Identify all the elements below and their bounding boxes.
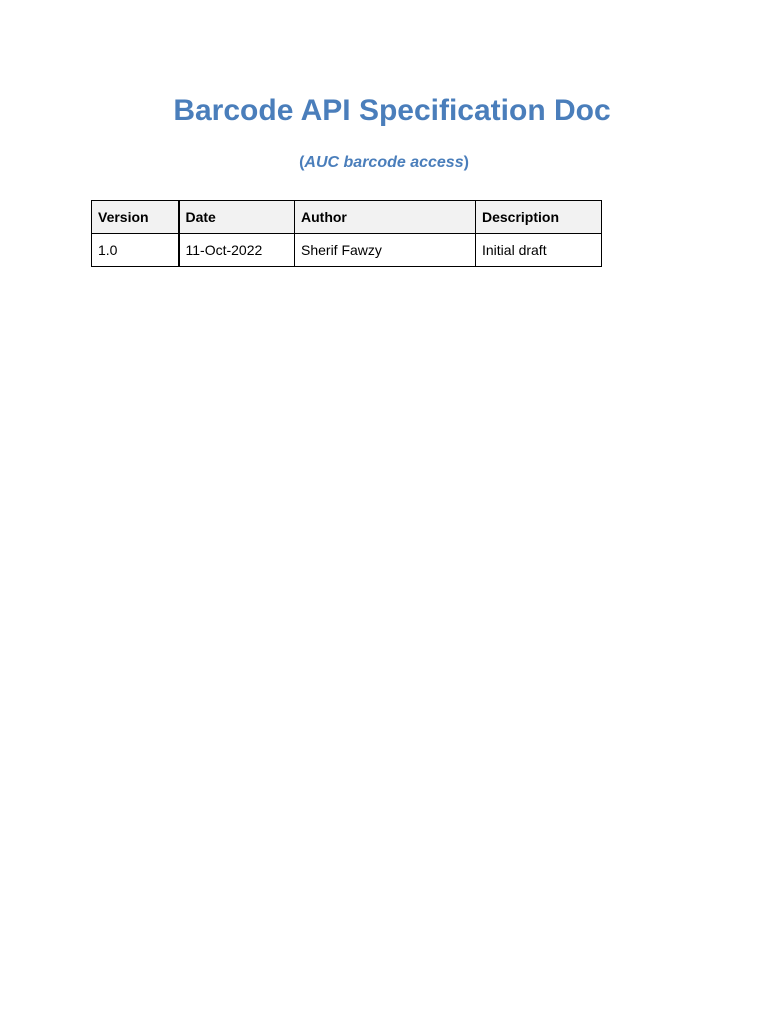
header-author: Author (295, 201, 476, 234)
document-subtitle (0, 152, 768, 174)
table-header-row (92, 201, 602, 234)
revision-history-table (91, 200, 602, 267)
subtitle-open-paren: ( (299, 154, 305, 171)
subtitle-text: AUC barcode access (304, 154, 464, 171)
cell-description: Initial draft (476, 234, 602, 267)
cell-author: Sherif Fawzy (295, 234, 476, 267)
table-row (92, 234, 602, 267)
cell-version: 1.0 (92, 234, 179, 267)
header-version: Version (92, 201, 179, 234)
document-title: Barcode API Specification Doc (173, 94, 611, 127)
subtitle-close-paren: ) (463, 154, 469, 171)
header-date: Date (179, 201, 295, 234)
cell-date: 11-Oct-2022 (179, 234, 295, 267)
header-description: Description (476, 201, 602, 234)
